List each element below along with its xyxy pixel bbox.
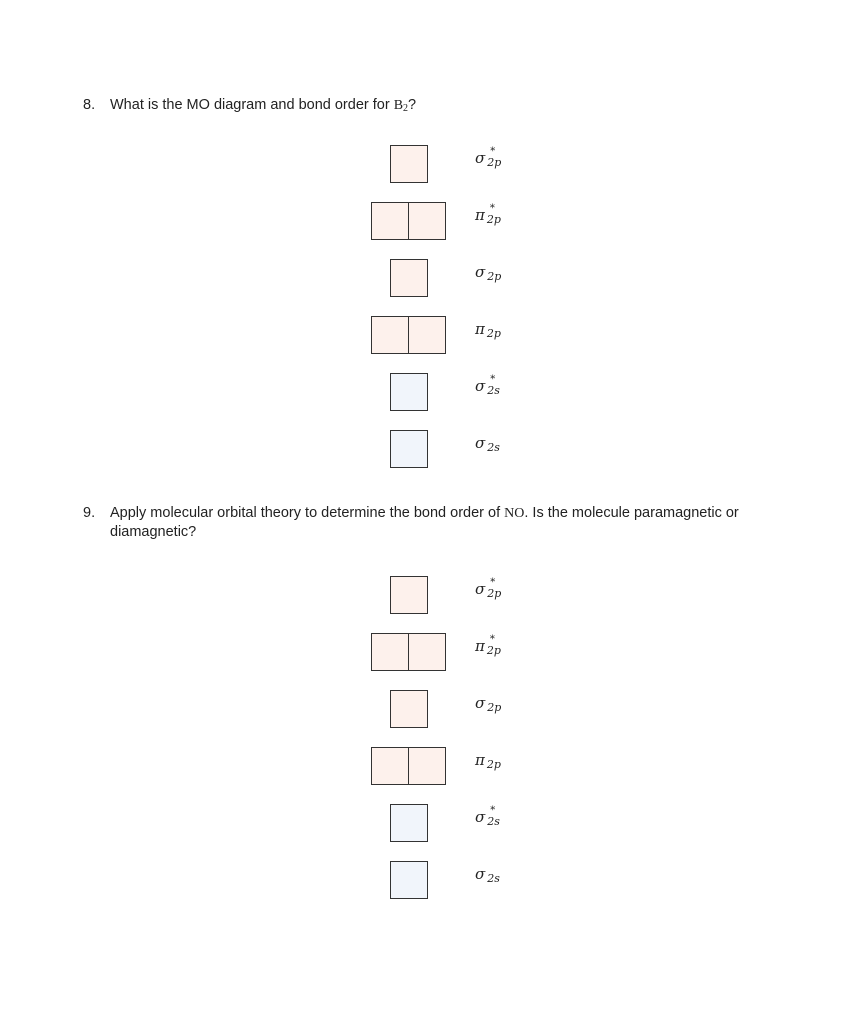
- mo-level-sigma-2s: [0, 430, 868, 470]
- mo-level-pi-star-2p: [0, 633, 868, 673]
- orbital-box[interactable]: [409, 316, 446, 354]
- mo-level-sigma-star-2s: [0, 804, 868, 844]
- question-text: What is the MO diagram and bond order for $B_2$?: [110, 97, 417, 114]
- orbital-box[interactable]: [371, 633, 409, 671]
- orbital-box[interactable]: [409, 633, 446, 671]
- orbital-box[interactable]: [371, 747, 409, 785]
- orbital-label: σ 2p: [475, 694, 502, 714]
- orbital-box[interactable]: [390, 145, 428, 183]
- formula-no: NO: [504, 506, 525, 521]
- orbital-box[interactable]: [371, 202, 409, 240]
- orbital-box[interactable]: [371, 316, 409, 354]
- orbital-box[interactable]: [390, 373, 428, 411]
- orbital-label: π 2p: [475, 320, 501, 340]
- orbital-label: π * 2p: [475, 203, 501, 226]
- orbital-label: π * 2p: [475, 634, 501, 657]
- orbital-box[interactable]: [409, 747, 446, 785]
- orbital-box[interactable]: [409, 202, 446, 240]
- orbital-label: σ 2s: [475, 434, 500, 454]
- question-text: Apply molecular orbital theory to determine the bond order of NO. Is the molecule paramagnetic or diamagnetic?: [110, 505, 739, 540]
- mo-level-pi-2p: [0, 747, 868, 787]
- orbital-box[interactable]: [390, 690, 428, 728]
- orbital-box[interactable]: [390, 804, 428, 842]
- question-number: 9.: [83, 505, 96, 521]
- orbital-label: σ * 2p: [475, 146, 502, 169]
- orbital-box[interactable]: [390, 576, 428, 614]
- formula-b2: $B_2$: [393, 98, 409, 114]
- mo-level-pi-star-2p: [0, 202, 868, 242]
- orbital-box[interactable]: [390, 259, 428, 297]
- mo-level-sigma-2p: [0, 259, 868, 299]
- orbital-label: π 2p: [475, 751, 501, 771]
- mo-level-sigma-star-2s: [0, 373, 868, 413]
- mo-level-sigma-2s: [0, 861, 868, 901]
- mo-level-pi-2p: [0, 316, 868, 356]
- orbital-label: σ * 2s: [475, 805, 500, 828]
- orbital-label: σ 2p: [475, 263, 502, 283]
- orbital-label: σ * 2p: [475, 577, 502, 600]
- mo-level-sigma-star-2p: [0, 576, 868, 616]
- orbital-label: σ 2s: [475, 865, 500, 885]
- mo-level-sigma-star-2p: [0, 145, 868, 185]
- question-number: 8.: [83, 97, 96, 113]
- orbital-label: σ * 2s: [475, 374, 500, 397]
- mo-level-sigma-2p: [0, 690, 868, 730]
- orbital-box[interactable]: [390, 430, 428, 468]
- orbital-box[interactable]: [390, 861, 428, 899]
